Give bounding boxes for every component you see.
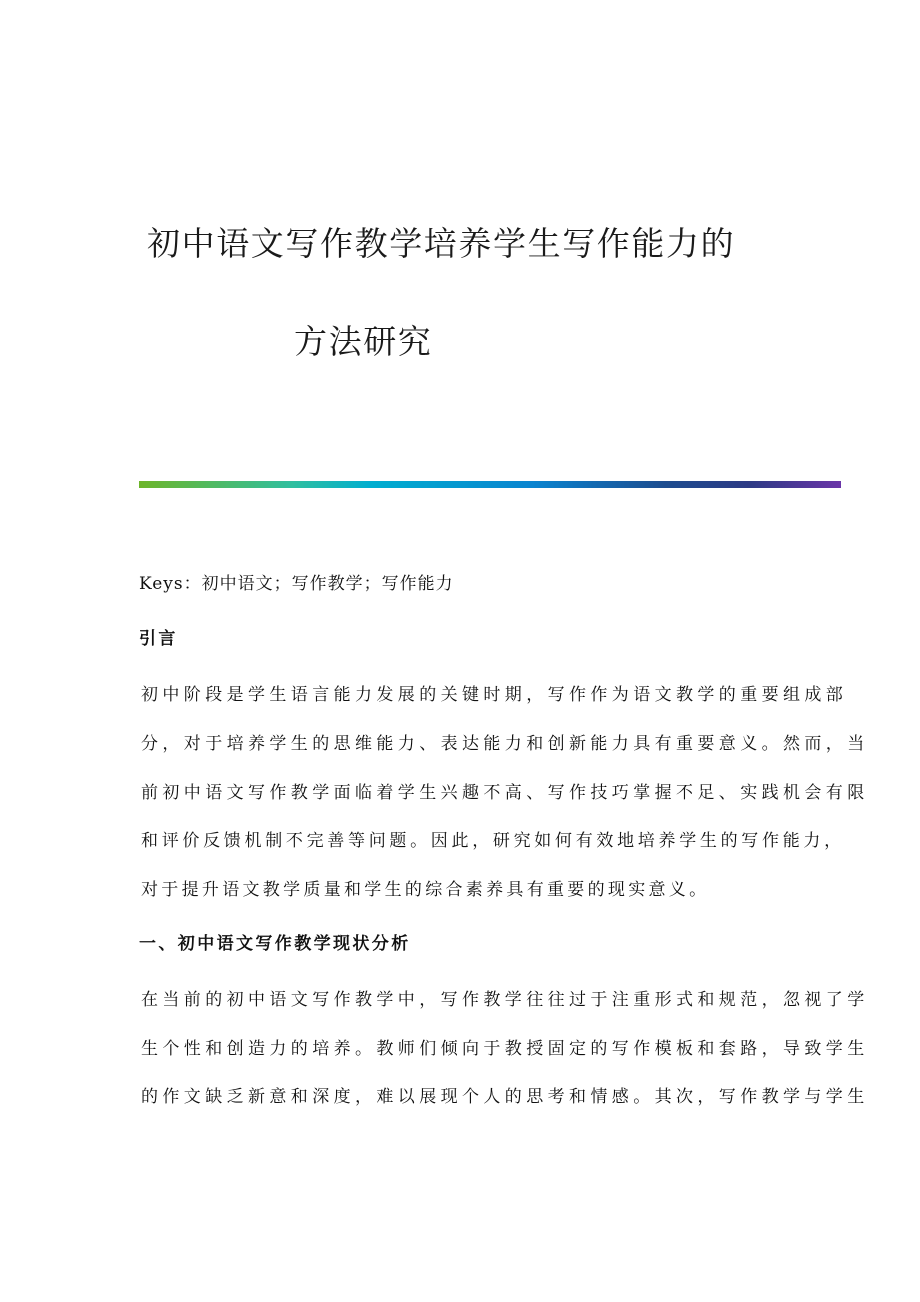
paragraph-line: 前初中语文写作教学面临着学生兴趣不高、写作技巧掌握不足、实践机会有限 — [141, 783, 869, 803]
paragraph-line: 生个性和创造力的培养。教师们倾向于教授固定的写作模板和套路，导致学生 — [141, 1039, 869, 1059]
paragraph-line: 的作文缺乏新意和深度，难以展现个人的思考和情感。其次，写作教学与学生 — [141, 1087, 869, 1107]
paragraph-line: 分，对于培养学生的思维能力、表达能力和创新能力具有重要意义。然而，当 — [141, 734, 869, 754]
paragraph-line: 和评价反馈机制不完善等问题。因此，研究如何有效地培养学生的写作能力， — [141, 831, 845, 851]
paragraph-line: 对于提升语文教学质量和学生的综合素养具有重要的现实意义。 — [141, 880, 710, 900]
keywords: Keys：初中语文；写作教学；写作能力 — [139, 574, 454, 594]
document-title-line-2: 方法研究 — [294, 322, 433, 361]
paragraph-line: 在当前的初中语文写作教学中，写作教学往往过于注重形式和规范，忽视了学 — [141, 990, 869, 1010]
gradient-divider — [139, 481, 841, 488]
section-heading-intro: 引言 — [139, 629, 178, 649]
paragraph-line: 初中阶段是学生语言能力发展的关键时期，写作作为语文教学的重要组成部 — [141, 685, 848, 705]
document-title-line-1: 初中语文写作教学培养学生写作能力的 — [147, 224, 736, 263]
section-heading-1: 一、初中语文写作教学现状分析 — [139, 934, 411, 954]
